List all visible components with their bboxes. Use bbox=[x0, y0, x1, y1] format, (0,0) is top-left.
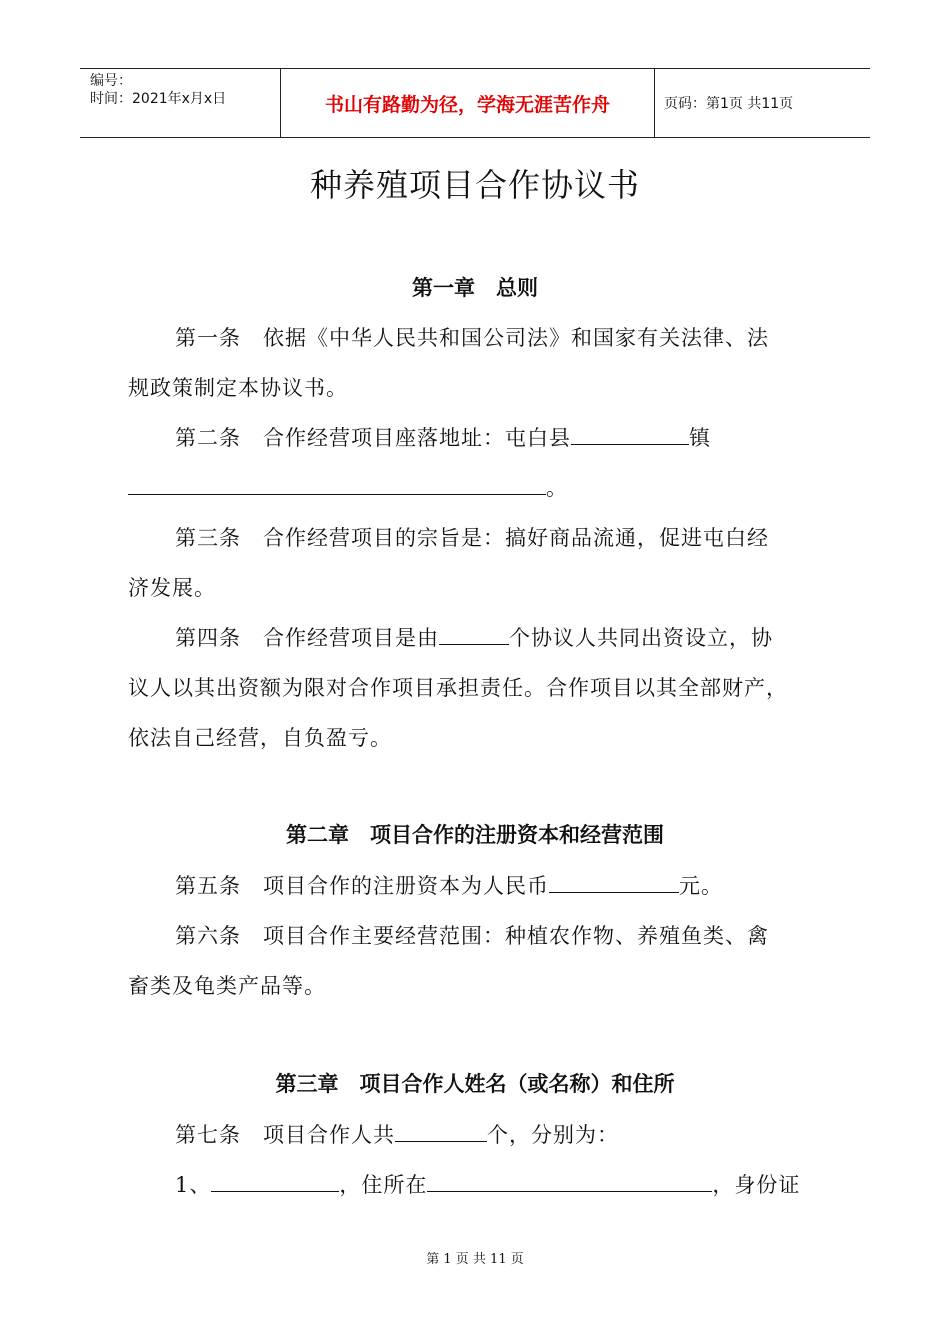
article-7-text-a: 第七条 项目合作人共 bbox=[175, 1123, 395, 1147]
article-1-line-2: 规政策制定本协议书。 bbox=[128, 376, 348, 400]
article-5-text-a: 第五条 项目合作的注册资本为人民币 bbox=[175, 874, 549, 898]
article-2-text-b: 镇 bbox=[689, 426, 711, 450]
partner-1-line bbox=[175, 1169, 800, 1199]
capital-amount-blank-field[interactable] bbox=[549, 874, 679, 893]
chapter-3-heading: 第三章 项目合作人姓名（或名称）和住所 bbox=[275, 1072, 675, 1096]
chapter-2-heading: 第二章 项目合作的注册资本和经营范围 bbox=[286, 823, 664, 847]
serial-label: 编号： bbox=[90, 73, 132, 89]
article-6-line-1: 第六条 项目合作主要经营范围：种植农作物、养殖鱼类、禽 bbox=[175, 924, 769, 948]
time-label: 时间：2021年x月x日 bbox=[90, 91, 227, 107]
article-7-line-1 bbox=[175, 1119, 619, 1149]
article-5-line-1 bbox=[175, 870, 723, 900]
page-footer: 第 1 页 共 11 页 bbox=[426, 1252, 524, 1267]
article-2-text-a: 第二条 合作经营项目座落地址：屯白县 bbox=[175, 426, 571, 450]
partner-1-index: 1、 bbox=[175, 1173, 212, 1197]
article-2-line-1 bbox=[175, 422, 711, 452]
article-2-end: 。 bbox=[546, 476, 568, 500]
document-header bbox=[80, 68, 870, 138]
address-blank-field[interactable] bbox=[571, 426, 689, 445]
article-4-line-1 bbox=[175, 622, 773, 652]
document-title: 种养殖项目合作协议书 bbox=[309, 166, 640, 204]
investor-count-blank-field[interactable] bbox=[439, 626, 509, 645]
header-page-info: 页码：第1页 共11页 bbox=[664, 96, 794, 112]
partner-1-text-c: ，身份证 bbox=[712, 1173, 801, 1197]
article-3-line-2: 济发展。 bbox=[128, 576, 216, 600]
address-detail-blank-field[interactable] bbox=[128, 476, 546, 495]
article-4-line-3: 依法自己经营，自负盈亏。 bbox=[128, 726, 392, 750]
partner-1-address-blank-field[interactable] bbox=[427, 1173, 712, 1192]
partner-1-text-b: ，住所在 bbox=[339, 1173, 428, 1197]
article-5-text-b: 元。 bbox=[679, 874, 723, 898]
article-6-line-2: 畜类及龟类产品等。 bbox=[128, 974, 326, 998]
header-motto: 书山有路勤为径，学海无涯苦作舟 bbox=[280, 69, 655, 137]
partner-1-name-blank-field[interactable] bbox=[211, 1173, 339, 1192]
article-4-line-2: 议人以其出资额为限对合作项目承担责任。合作项目以其全部财产， bbox=[128, 676, 788, 700]
partner-count-blank-field[interactable] bbox=[395, 1123, 487, 1142]
article-3-line-1: 第三条 合作经营项目的宗旨是：搞好商品流通，促进屯白经 bbox=[175, 526, 769, 550]
article-2-line-2 bbox=[128, 472, 568, 502]
article-1-line-1: 第一条 依据《中华人民共和国公司法》和国家有关法律、法 bbox=[175, 326, 769, 350]
chapter-1-heading: 第一章 总则 bbox=[412, 276, 538, 300]
article-7-text-b: 个，分别为： bbox=[487, 1123, 619, 1147]
article-4-text-b: 个协议人共同出资设立，协 bbox=[509, 626, 773, 650]
article-4-text-a: 第四条 合作经营项目是由 bbox=[175, 626, 439, 650]
header-meta-cell bbox=[80, 69, 280, 140]
